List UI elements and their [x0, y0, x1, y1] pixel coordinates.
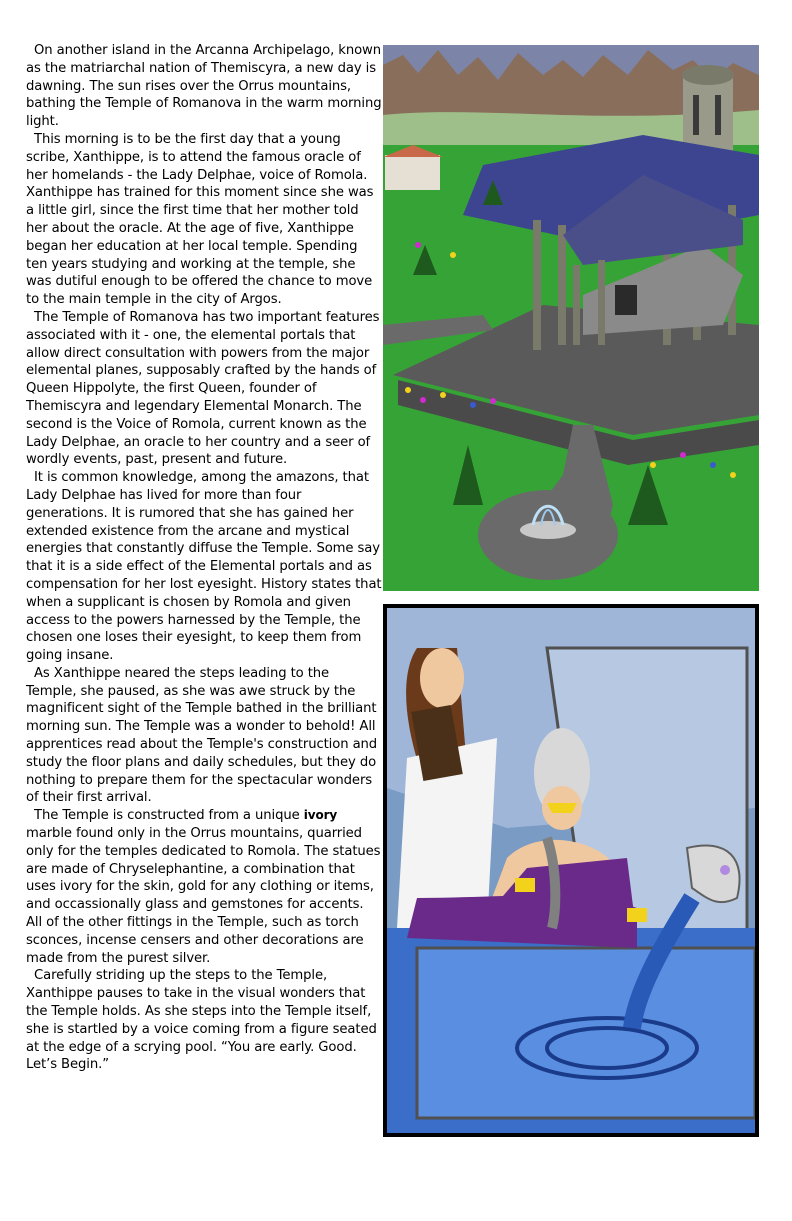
story-paragraph: As Xanthippe neared the steps leading to the Temple, she paused, as she was awe struck by the magnificent sight of the Temple bathed in the brilliant morning sun. The Temple was a wonder to behold! All apprentices read about the Temple's construction and study the floor plans and daily schedules, but they do nothing to prepare them for the spectacular wonders of their first arrival. [26, 665, 378, 806]
story-paragraph: This morning is to be the first day that a young scribe, Xanthippe, is to attend the famous oracle of her homelands - the Lady Delphae, voice of Romola. Xanthippe has trained for this moment since she was a little girl, since the first time that her mother told her about the oracle. At the age of five, Xanthippe began her education at her local temple. Spending ten years studying and working at the temple, she was dutiful enough to be offered the chance to move to the main temple in the city of Argos. [26, 131, 374, 308]
temple-illustration [383, 45, 759, 591]
story-paragraph: On another island in the Arcanna Archipelago, known as the matriarchal nation of Themiscyra, a new day is dawning. The sun rises over the Orrus mountains, bathing the Temple of Romanova in the warm morning light. [26, 43, 382, 130]
ivory-emphasis: ivory [303, 808, 338, 823]
story-paragraph: The Temple of Romanova has two important features associated with it - one, the elemental portals that allow direct consultation with powers from the major elemental planes, supposably crafted by the hands of Queen Hippolyte, the first Queen, founder of Themiscyra and legendary Elemental Monarch. The second is the Voice of Romola, current known as the Lady Delphae, an oracle to her country and a seer of wordly events, past, present and future. [26, 309, 380, 468]
scrying-pool-panel [383, 604, 759, 1137]
story-paragraph: Carefully striding up the steps to the Temple, Xanthippe pauses to take in the visual wonders that the Temple holds. As she steps into the Temple itself, she is startled by a voice coming from a figure seated at the edge of a scrying pool. “You are early. Good. Let’s Begin.” [26, 968, 377, 1073]
story-text [26, 42, 382, 1074]
story-text-fragment: marble found only in the Orrus mountains, quarried only for the temples dedicated to Romola. The statues are made of Chryselephantine, a combination that uses ivory for the skin, gold for any clothing or items, and occassionally glass and gemstones for accents. All of the other fittings in the Temple, such as torch sconces, incense censers and other decorations are made from the purest silver. [26, 826, 381, 966]
story-text-fragment: The Temple is constructed from a unique [34, 808, 304, 824]
story-paragraph [26, 807, 382, 967]
oracle-illustration [387, 608, 755, 1133]
story-paragraph: It is common knowledge, among the amazons, that Lady Delphae has lived for more than four generations. It is rumored that she has gained her extended existence from the arcane and mystical energies that constantly diffuse the Temple. Some say that it is a side effect of the Elemental portals and as compensation for her lost eyesight. History states that when a supplicant is chosen by Romola and given access to the powers harnessed by the Temple, the chosen one loses their eyesight, to keep them from going insane. [26, 470, 382, 664]
temple-panel [383, 45, 759, 591]
